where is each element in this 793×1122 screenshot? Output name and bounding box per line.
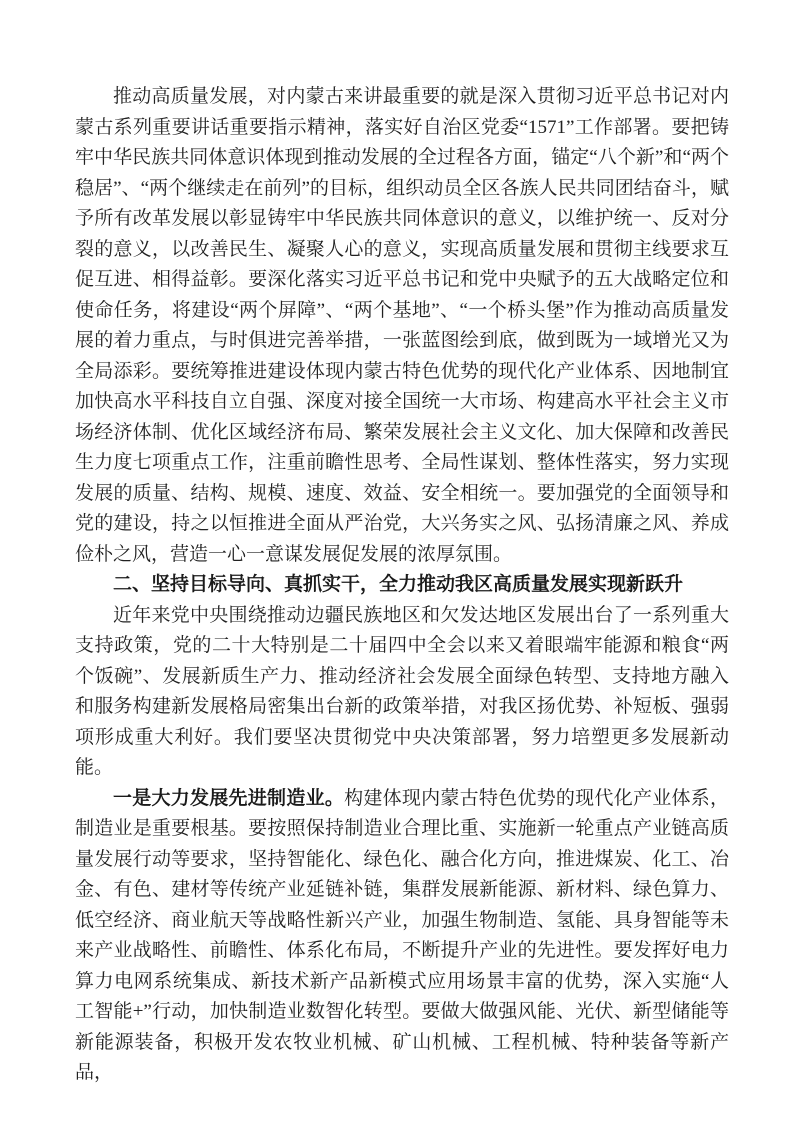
paragraph (75, 784, 729, 1089)
paragraph (75, 82, 729, 570)
paragraph-text: 近年来党中央围绕推动边疆民族地区和欠发达地区发展出台了一系列重大支持政策，党的二十大特别是二十届四中全会以来又着眼端牢能源和粮食“两个饭碗”、发展新质生产力、推动经济社会发展全面绿色转型、支持地方融入和服务构建新发展格局密集出台新的政策举措，对我区扬优势、补短板、强弱项形成重大利好。我们要坚决贯彻党中央决策部署，努力培塑更多发展新动能。 (75, 604, 729, 778)
paragraph-text: 构建体现内蒙古特色优势的现代化产业体系，制造业是重要根基。要按照保持制造业合理比重、实施新一轮重点产业链高质量发展行动等要求，坚持智能化、绿色化、融合化方向，推进煤炭、化工、冶金、有色、建材等传统产业延链补链，集群发展新能源、新材料、绿色算力、低空经济、商业航天等战略性新兴产业，加强生物制造、氢能、具身智能等未来产业战略性、前瞻性、体系化布局，不断提升产业的先进性。要发挥好电力算力电网系统集成、新技术新产品新模式应用场景丰富的优势，深入实施“人工智能+”行动，加快制造业数智化转型。要做大做强风能、光伏、新型储能等新能源装备，积极开发农牧业机械、矿山机械、工程机械、特种装备等新产品， (75, 787, 729, 1083)
document-body (75, 82, 729, 1089)
section-heading (75, 570, 729, 601)
paragraph (75, 601, 729, 784)
heading-text: 二、坚持目标导向、真抓实干，全力推动我区高质量发展实现新跃升 (113, 574, 684, 595)
paragraph-lead: 一是大力发展先进制造业。 (113, 787, 345, 809)
paragraph-text: 推动高质量发展，对内蒙古来讲最重要的就是深入贯彻习近平总书记对内蒙古系列重要讲话重要指示精神，落实好自治区党委“1571”工作部署。要把铸牢中华民族共同体意识体现到推动发展的全过程各方面，锚定“八个新”和“两个稳居”、“两个继续走在前列”的目标，组织动员全区各族人民共同团结奋斗，赋予所有改革发展以彰显铸牢中华民族共同体意识的意义，以维护统一、反对分裂的意义，以改善民生、凝聚人心的意义，实现高质量发展和贯彻主线要求互促互进、相得益彰。要深化落实习近平总书记和党中央赋予的五大战略定位和使命任务，将建设“两个屏障”、“两个基地”、“一个桥头堡”作为推动高质量发展的着力重点，与时俱进完善举措，一张蓝图绘到底，做到既为一域增光又为全局添彩。要统筹推进建设体现内蒙古特色优势的现代化产业体系、因地制宜加快高水平科技自立自强、深度对接全国统一大市场、构建高水平社会主义市场经济体制、优化区域经济布局、繁荣发展社会主义文化、加大保障和改善民生力度七项重点工作，注重前瞻性思考、全局性谋划、整体性落实，努力实现发展的质量、结构、规模、速度、效益、安全相统一。要加强党的全面领导和党的建设，持之以恒推进全面从严治党，大兴务实之风、弘扬清廉之风、养成俭朴之风，营造一心一意谋发展促发展的浓厚氛围。 (75, 86, 729, 565)
